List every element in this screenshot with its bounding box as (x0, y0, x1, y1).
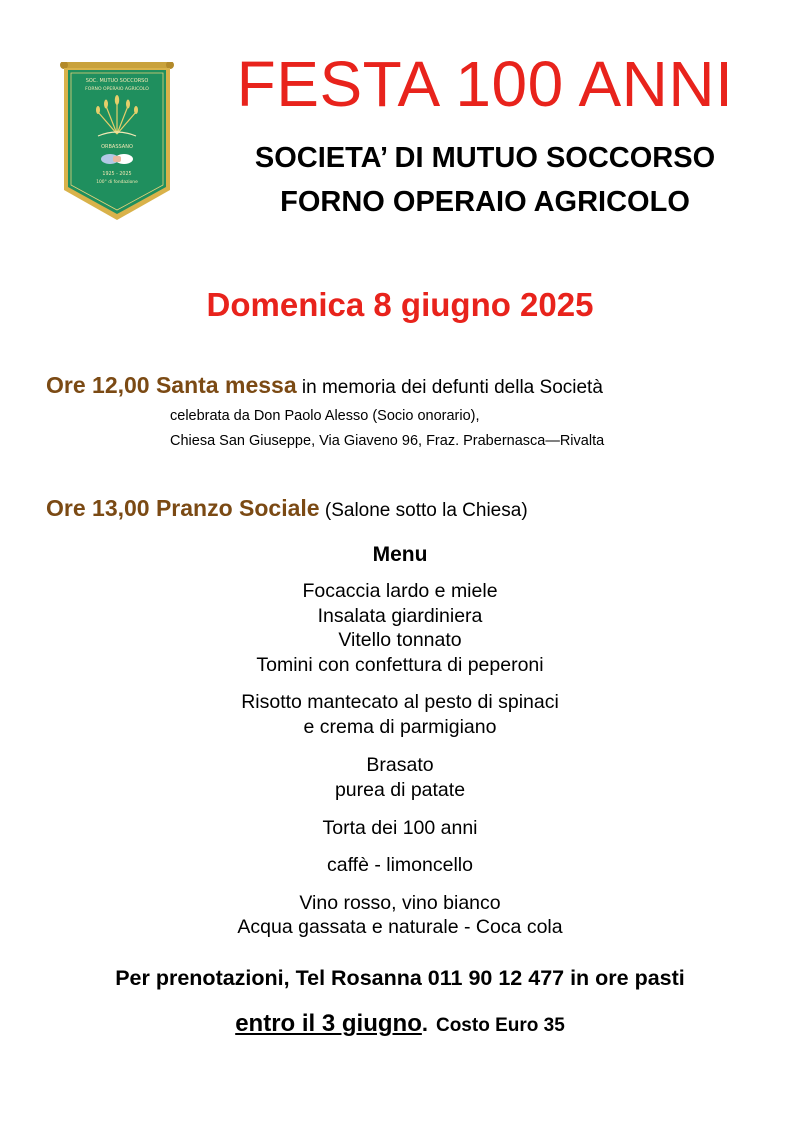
menu-item: caffè - limoncello (327, 854, 473, 876)
banner-place: ORBASSANO (101, 144, 133, 150)
menu-item: Torta dei 100 anni (322, 817, 478, 839)
booking-deadline: entro il 3 giugno (235, 1010, 422, 1037)
banner-top-line1: SOC. MUTUO SOCCORSO (85, 78, 149, 84)
booking-deadline-line (0, 1010, 800, 1038)
mass-celebrant: celebrata da Don Paolo Alesso (Socio onorario), (170, 408, 480, 424)
menu-title: Menu (372, 543, 428, 566)
mass-line (46, 372, 603, 399)
lunch-line (46, 495, 528, 522)
society-banner-logo (60, 62, 174, 222)
menu-item: Tomini con confettura di peperoni (256, 654, 544, 676)
society-name-line1: SOCIETA’ DI MUTUO SOCCORSO (254, 142, 716, 174)
menu-item: Focaccia lardo e miele (302, 580, 498, 602)
lunch-time-heading: Ore 13,00 Pranzo Sociale (46, 495, 320, 521)
menu-item: Risotto mantecato al pesto di spinaci (241, 691, 559, 713)
banner-anniversary: 100° di fondazione (96, 180, 138, 185)
banner-top-line2: FORNO OPERAIO AGRICOLO (85, 87, 149, 92)
event-title: FESTA 100 ANNI (236, 48, 734, 120)
banner-years: 1925 - 2025 (102, 172, 132, 177)
menu-item: Insalata giardiniera (317, 605, 483, 627)
menu-item: Acqua gassata e naturale - Coca cola (237, 916, 563, 938)
menu-item: purea di patate (334, 779, 466, 801)
lunch-location: (Salone sotto la Chiesa) (319, 500, 528, 521)
menu-item: e crema di parmigiano (303, 716, 497, 738)
event-date: Domenica 8 giugno 2025 (206, 286, 594, 323)
menu-item: Vitello tonnato (338, 629, 462, 651)
deadline-period: . (421, 1011, 428, 1036)
society-name-line2: FORNO OPERAIO AGRICOLO (280, 186, 690, 218)
booking-info: Per prenotazioni, Tel Rosanna 011 90 12 477 in ore pasti (115, 966, 685, 990)
menu-item: Brasato (366, 754, 434, 776)
mass-time-heading: Ore 12,00 Santa messa (46, 372, 297, 398)
event-cost: Costo Euro 35 (435, 1015, 565, 1036)
menu-item: Vino rosso, vino bianco (299, 892, 501, 914)
mass-location: Chiesa San Giuseppe, Via Giaveno 96, Fraz. Prabernasca—Rivalta (170, 433, 605, 449)
mass-description: in memoria dei defunti della Società (296, 377, 603, 398)
